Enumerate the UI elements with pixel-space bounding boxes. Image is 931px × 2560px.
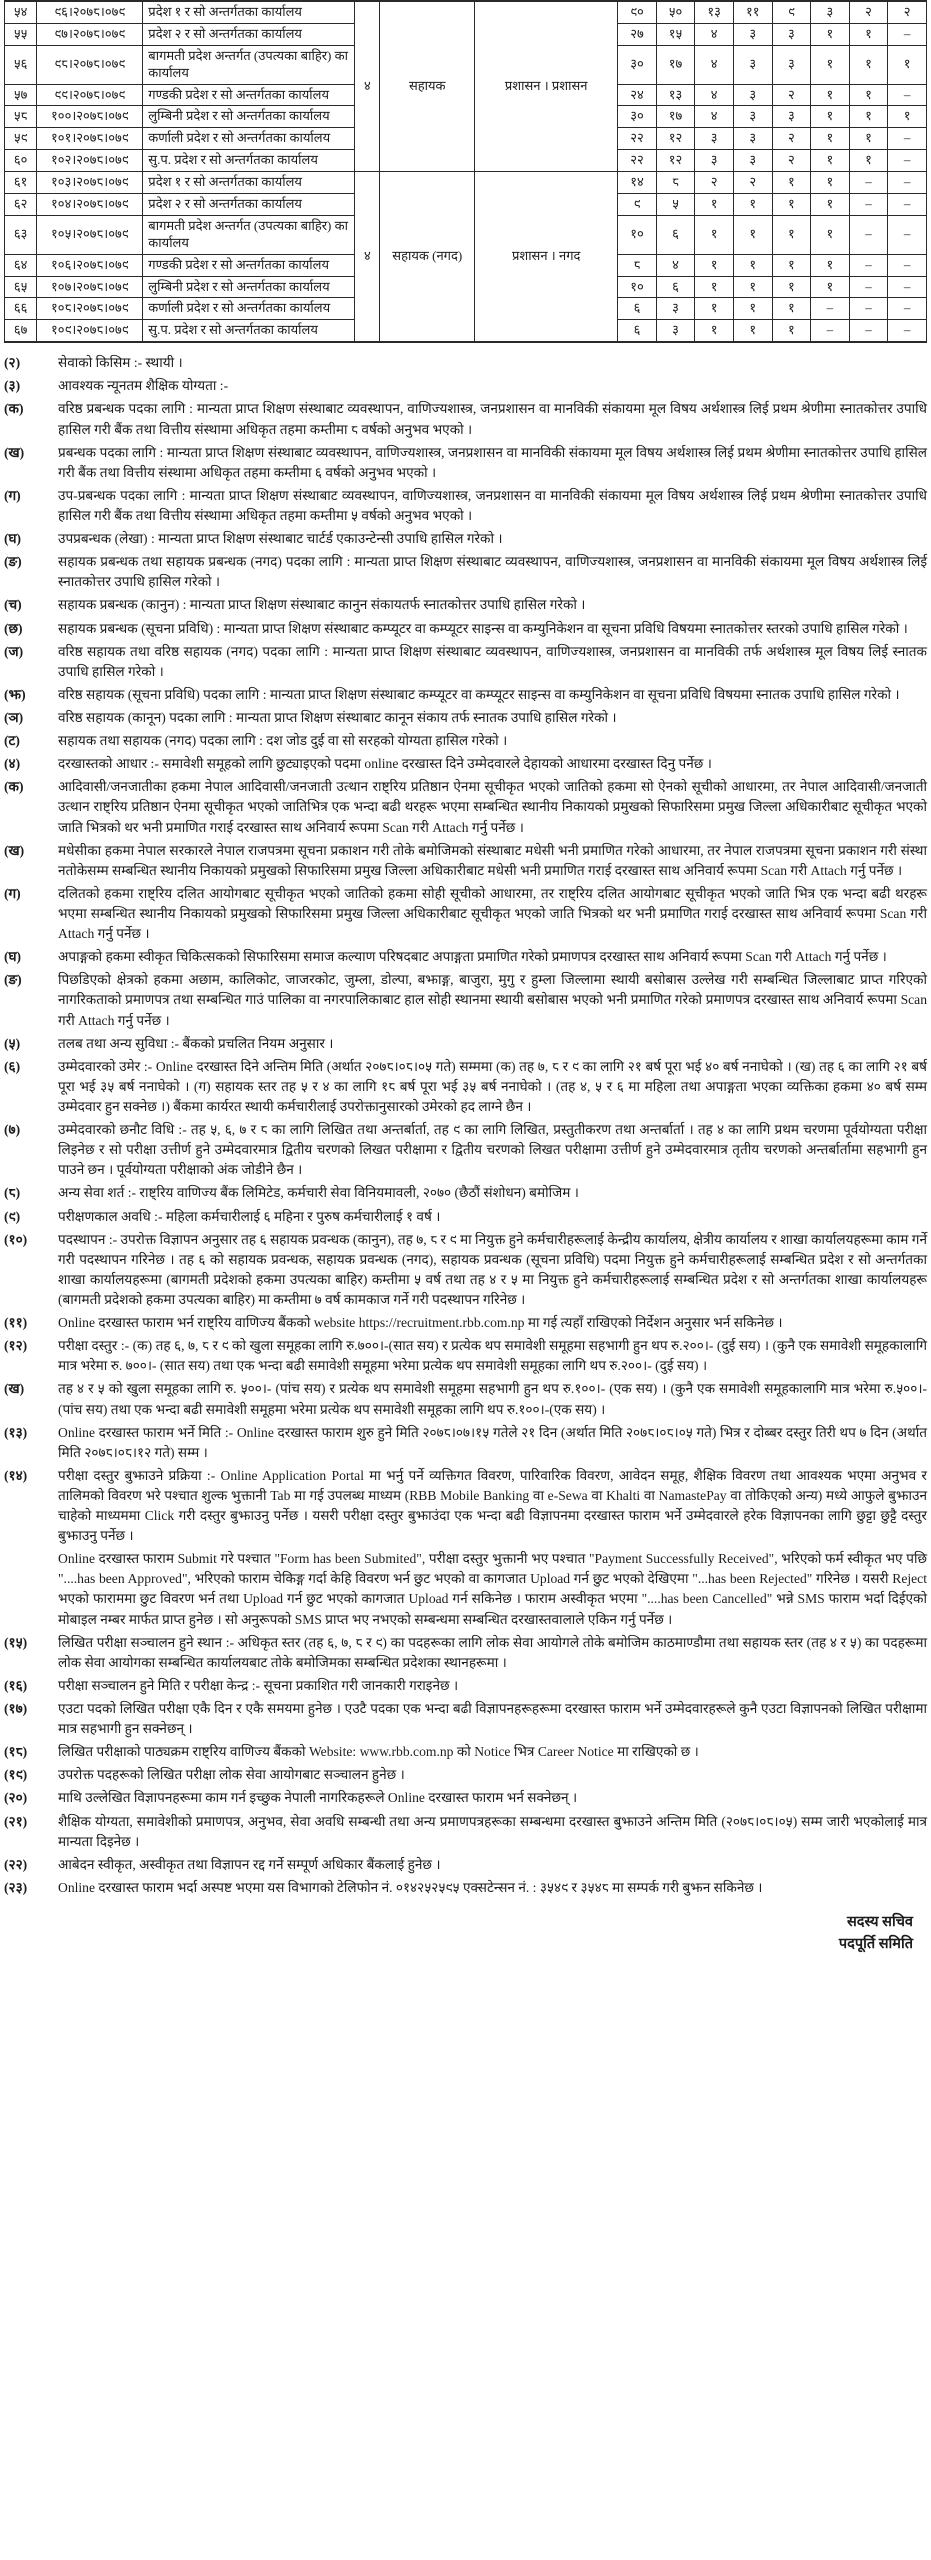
office-name: सु.प. प्रदेश र सो अन्तर्गतका कार्यालय [143,320,355,342]
note-item [4,595,927,615]
note-item [4,353,927,373]
note-item [4,1034,927,1054]
quota-value: १ [733,254,772,276]
quota-value: १ [888,45,927,84]
note-item [4,376,927,396]
note-label: (३) [4,378,21,394]
note-text: प्रबन्धक पदका लागि : मान्यता प्राप्त शिक्षण संस्थाबाट व्यवस्थापन, वाणिज्यशास्त्र, जनप्रशासन वा मानविकी संकायमा मूल विषय अर्थशास्त्र लिई प्रथम श्रेणीमा स्नातकोत्तर उपाधि हासिल गरी बैंक तथा वित्तीय संस्थामा अधिकृत तहमा कम्तीमा ६ वर्षको अनुभव भएको । [58,444,927,480]
quota-value: १ [849,23,888,45]
quota-value: – [849,320,888,342]
note-item [4,1466,927,1546]
note-text: सहायक प्रबन्धक (सूचना प्रविधि) : मान्यता प्राप्त शिक्षण संस्थाबाट कम्प्यूटर वा कम्प्यूटर साइन्स वा कम्युनिकेशन वा सूचना प्रविधि विषयमा स्नातकोत्तर स्तरको उपाधि हासिल गरेको । [58,620,908,636]
quota-value: १ [849,128,888,150]
quota-value: ३ [695,150,734,172]
quota-value: – [888,276,927,298]
note-label: (च) [4,597,22,613]
serial-number: ५५ [5,23,37,45]
quota-value: ३ [656,320,695,342]
quota-value: ५ [656,194,695,216]
note-text: वरिष्ठ प्रबन्धक पदका लागि : मान्यता प्राप्त शिक्षण संस्थाबाट व्यवस्थापन, वाणिज्यशास्त्र, जनप्रशासन वा मानविकी संकायमा मूल विषय अर्थशास्त्र लिई प्रथम श्रेणीमा स्नातकोत्तर उपाधि हासिल गरी बैंक तथा वित्तीय संस्थामा अधिकृत तहमा कम्तीमा ८ वर्षको अनुभव भएको । [58,401,927,437]
quota-value: १ [695,215,734,254]
note-text: पिछडिएको क्षेत्रको हकमा अछाम, कालिकोट, जाजरकोट, जुम्ला, डोल्पा, बझाङ्ग, बाजुरा, मुगु र हुम्ला जिल्लामा स्थायी बसोबास उल्लेख गरी सम्बन्धित जिल्लाबाट प्राप्त गरिएको नागरिकताको प्रमाणपत्र तथा सम्बन्धित गाउं पालिका वा नगरपालिकाबाट हाल सोही स्थानमा स्थायी बसोबास भएको भनी प्रमाणित गरेको प्रमाणपत्र दरखास्त साथ अनिवार्य रूपमा Scan गरी Attach गर्नु पर्नेछ । [58,972,927,1028]
quota-value: १ [695,298,734,320]
note-item [4,841,927,881]
note-item [4,970,927,1030]
quota-value: ६ [618,320,657,342]
note-item [4,708,927,728]
quota-value: – [849,254,888,276]
office-name: प्रदेश २ र सो अन्तर्गतका कार्यालय [143,194,355,216]
table-row [5,172,927,194]
note-item [4,1812,927,1852]
advertisement-number: ९६।२०७८।०७९ [37,1,143,23]
note-item [4,1183,927,1203]
note-label: (१५) [4,1634,28,1650]
note-text: Online दरखास्त फाराम भर्ने मिति :- Online दरखास्त फाराम शुरु हुने मिति २०७८।०७।१५ गतेले २१ दिन (अर्थात मिति २०७८।०८।०५ गते) भित्र र दोब्बर दस्तुर तिरी थप ७ दिन (अर्थात मिति २०७८।०८।१२ गते) सम्म । [58,1424,927,1460]
quota-value: १ [849,84,888,106]
quota-value: २२ [618,150,657,172]
office-name: लुम्बिनी प्रदेश र सो अन्तर्गतका कार्यालय [143,106,355,128]
quota-value: ६ [656,215,695,254]
serial-number: ६७ [5,320,37,342]
note-item [4,552,927,592]
quota-value: १ [733,298,772,320]
note-label: (१९) [4,1767,28,1783]
quota-value: १० [618,215,657,254]
note-label: (२) [4,355,21,371]
quota-value: १२ [656,128,695,150]
note-text: आवश्यक न्यूनतम शैक्षिक योग्यता :- [58,378,229,394]
quota-value: १ [849,106,888,128]
note-item [4,619,927,639]
note-item [4,947,927,967]
note-label: (घ) [4,949,22,965]
note-item [4,1379,927,1419]
note-label: (ग) [4,885,21,901]
service-group-cell: प्रशासन । नगद [475,172,618,343]
note-item [4,642,927,682]
quota-value: ४ [656,254,695,276]
quota-value: १ [811,23,850,45]
note-item [4,1207,927,1227]
office-name: सु.प. प्रदेश र सो अन्तर्गतका कार्यालय [143,150,355,172]
note-text: सहायक प्रबन्धक तथा सहायक प्रबन्धक (नगद) पदका लागि : मान्यता प्राप्त शिक्षण संस्थाबाट व्यवस्थापन, वाणिज्यशास्त्र, जनप्रशासन वा मानविकी संकायमा मूल विषय अर्थशास्त्र लिई स्नातकोत्तर उपाधि हासिल गरेको । [58,554,927,590]
quota-value: ३ [733,45,772,84]
note-text: उप-प्रबन्धक पदका लागि : मान्यता प्राप्त शिक्षण संस्थाबाट व्यवस्थापन, वाणिज्यशास्त्र, जनप्रशासन वा मानविकी संकायमा मूल विषय अर्थशास्त्र लिई प्रथम श्रेणीमा स्नातकोत्तर उपाधि हासिल गरी बैंक तथा वित्तीय संस्थामा अधिकृत तहमा कम्तीमा ५ वर्षको अनुभव भएको । [58,487,927,524]
advertisement-number: १००।२०७८।०७९ [37,106,143,128]
note-label: (१०) [4,1231,28,1247]
note-text: एउटा पदको लिखित परीक्षा एकै दिन र एकै समयमा हुनेछ । एउटै पदका एक भन्दा बढी विज्ञापनहरूहरूमा दरखास्त फाराम भर्ने उम्मेदवारहरूले कुनै एउटा विज्ञापनको लिखित परीक्षामा मात्र सहभागी हुन सक्नेछन् । [58,1701,927,1737]
advertisement-number: १०७।२०७८।०७९ [37,276,143,298]
serial-number: ५९ [5,128,37,150]
quota-value: २ [733,172,772,194]
quota-value: १ [811,150,850,172]
advertisement-number: ९८।२०७८।०७९ [37,45,143,84]
note-text: परीक्षा दस्तुर :- (क) तह ६, ७, ८ र ९ को खुला समूहका लागि रु.७००।-(सात सय) र प्रत्येक थप समावेशी समूहमा सहभागी हुन थप रु.२००।- (दुई सय) । (कुनै एक समावेशी समूहकालागि मात्र भरेमा रु. ७००।- (सात सय) तथा एक भन्दा बढी समावेशी समूहमा भरेमा प्रत्येक थप समावेशी समूहका लागि थप रु.२००।- (दुई सय) । [58,1338,927,1374]
note-label: (ख) [4,842,25,858]
quota-value: ४ [695,45,734,84]
advertisement-number: ९७।२०७८।०७९ [37,23,143,45]
note-label: (ख) [4,1381,25,1397]
note-label: (८) [4,1185,21,1201]
note-text: वरिष्ठ सहायक तथा वरिष्ठ सहायक (नगद) पदका लागि : मान्यता प्राप्त शिक्षण संस्थाबाट व्यवस्थापन, वाणिज्यशास्त्र, जनप्रशासन वा मानविकी तर्फ अर्थशास्त्र मूल विषय लिई स्नातक उपाधि हासिल गरेको । [58,643,927,679]
note-label: (५) [4,1035,21,1051]
quota-value: १ [772,298,811,320]
advertisement-number: १०३।२०७८।०७९ [37,172,143,194]
quota-value: – [811,320,850,342]
quota-value: २ [772,128,811,150]
quota-value: ३ [733,128,772,150]
quota-value: ८ [656,172,695,194]
note-label: (ञ) [4,710,24,725]
quota-value: १५ [656,23,695,45]
note-item [4,1878,927,1898]
terms-and-conditions [4,353,927,1898]
note-label: (४) [4,756,21,772]
quota-value: १ [772,172,811,194]
level-cell: ४ [355,1,380,172]
note-item [4,1549,927,1629]
quota-value: – [849,194,888,216]
note-label: (१६) [4,1677,28,1693]
quota-value: – [888,194,927,216]
table-row [5,1,927,23]
office-name: कर्णाली प्रदेश र सो अन्तर्गतका कार्यालय [143,298,355,320]
quota-value: – [849,276,888,298]
note-text: परीक्षा सञ्चालन हुने मिति र परीक्षा केन्द्र :- सूचना प्रकाशित गरी जानकारी गराइनेछ । [58,1677,459,1693]
note-label: (ज) [4,643,24,659]
quota-value: १२ [656,150,695,172]
quota-value: १ [733,215,772,254]
quota-value: ३ [733,23,772,45]
note-label: (छ) [4,620,23,636]
advertisement-number: १०८।२०७८।०७९ [37,298,143,320]
note-text: Online दरखास्त फाराम Submit गरे पश्चात "Form has been Submited", परीक्षा दस्तुर भुक्तानी भए पश्चात "Payment Successfully Received", भरिएको फर्म स्वीकृत भए पछि "....has been Approved", भरिएको फाराम चेकिङ्ग गर्दा केहि विवरण भर्न छुट भएको वा कागजात Upload गर्न छुट भएको देखिएमा "...has been Rejected" गरिनेछ । यसरी Reject भएको फाराममा छुट विवरण भर्न तथा Upload गर्न छुट भएको कागजात Upload गर्न सकिनेछ । फाराम अस्वीकृत भएमा "....has been Cancelled" भन्ने SMS फाराम भर्दा दिईएको मोबाइल नम्बर मार्फत प्राप्त हुनेछ । सो अनुरूपको SMS प्राप्त भए नभएको सम्बन्धमा सम्बन्धित दरखास्तवालाले एकिन गर्नु पर्नेछ । [58,1551,927,1627]
note-text: परीक्षा दस्तुर बुझाउने प्रक्रिया :- Online Application Portal मा भर्नु पर्ने व्यक्तिगत विवरण, पारिवारिक विवरण, आवेदन समूह, शैक्षिक विवरण तथा आवश्यक भएमा अनुभव र तालिमको विवरण भरे पश्चात शुल्क भुक्तानी Tab मा गई उपलब्ध माध्यम (RBB Mobile Banking वा e-Sewa वा Khalti वा NamastePay वा तोकिएको अन्य) मध्ये आफुले बुझाउन चाहेको माध्यममा Click गरी दस्तुर बुझाउनु पर्नेछ । यसरी परीक्षा दस्तुर बुझाउंदा एक भन्दा बढी विज्ञापनमा दरखास्त फाराम भर्ने उम्मेदवारले हरेक विज्ञापनका लागि छुट्टा छुट्टै दस्तुर बुझाउनु पर्नेछ । [58,1467,927,1544]
quota-value: ६ [656,276,695,298]
quota-value: १ [695,320,734,342]
quota-value: १ [811,128,850,150]
note-text: उम्मेदवारको छनौट विधि :- तह ५, ६, ७ र ८ का लागि लिखित तथा अन्तर्बार्ता, तह ९ का लागि लिखित, प्रस्तुतीकरण तथा अन्तर्बार्ता । तह ४ का लागि प्रथम चरणमा पूर्वयोग्यता परीक्षा लिइनेछ र सो परीक्षा उत्तीर्ण हुने उम्मेदवारमात्र द्वितीय चरणको लिखत परीक्षामा र द्वितीय चरणको लिखत परीक्षामा उत्तीर्ण हुने उम्मेदवारमात्र तृतीय चरणको अन्तर्बार्तामा सहभागी हुन पाउने छन । पूर्वयोग्यता परीक्षाको अंक जोडीने छैन । [58,1122,927,1178]
office-name: प्रदेश १ र सो अन्तर्गतका कार्यालय [143,172,355,194]
serial-number: ५४ [5,1,37,23]
note-text: तह ४ र ५ को खुला समूहका लागि रु. ५००।- (पांच सय) र प्रत्येक थप समावेशी समूहमा सहभागी हुन थप रु.१००।- (एक सय) । (कुनै एक समावेशी समूहकालागि मात्र भरेमा रु.५००।- (पांच सय) तथा एक भन्दा बढी समावेशी समूहमा भरेमा प्रत्येक थप समावेशी समूहका लागि थप रु.१००।-(एक सय) । [58,1381,927,1417]
vacancy-table [4,0,927,343]
note-text: उपप्रबन्धक (लेखा) : मान्यता प्राप्त शिक्षण संस्थाबाट चार्टर्ड एकाउन्टेन्सी उपाधि हासिल गरेको । [58,531,503,547]
note-label: (क) [4,401,24,417]
advertisement-number: ९९।२०७८।०७९ [37,84,143,106]
quota-value: ४ [695,106,734,128]
note-label: (९) [4,1208,21,1224]
note-text: सहायक प्रबन्धक (कानुन) : मान्यता प्राप्त शिक्षण संस्थाबाट कानुन संकायतर्फ स्नातकोत्तर उपाधि हासिल गरेको । [58,597,586,613]
note-text: Online दरखास्त फाराम भर्दा अस्पष्ट भएमा यस विभागको टेलिफोन नं. ०१४२५२५९५ एक्सटेन्सन नं. : ३५४९ र ३५४८ मा सम्पर्क गरी बुझन सकिनेछ । [58,1879,763,1895]
advertisement-number: १०२।२०७८।०७९ [37,150,143,172]
note-text: आदिवासी/जनजातीका हकमा नेपाल आदिवासी/जनजाती उत्थान राष्ट्रिय प्रतिष्ठान ऐनमा सूचीकृत भएको जातिको हकमा सो ऐनको सूचीको आधारमा, तर नेपाल आदिवासी/जनजाती उत्थान राष्ट्रिय प्रतिष्ठान ऐनमा सूचीकृत भएको जातिभित्र एक भन्दा बढी थरहरू भएमा सम्बन्धित स्थानीय निकायको प्रमुखको सिफारिसमा प्रमुख जिल्ला अधिकारीबाट सूचीकृत भएको जाति भित्रको थर भनी प्रमाणित गराई दरखास्त साथ अनिवार्य रूपमा Scan गरी Attach गर्नु पर्नेछ । [58,779,927,835]
note-label: (६) [4,1058,21,1074]
quota-value: – [811,298,850,320]
note-label: (१७) [4,1701,28,1717]
serial-number: ६५ [5,276,37,298]
quota-value: – [888,215,927,254]
quota-value: १ [772,254,811,276]
quota-value: – [849,298,888,320]
quota-value: १ [811,254,850,276]
office-name: प्रदेश १ र सो अन्तर्गतका कार्यालय [143,1,355,23]
note-label: (२०) [4,1790,28,1806]
quota-value: १ [772,320,811,342]
note-label: (ट) [4,733,20,749]
quota-value: १ [695,194,734,216]
serial-number: ५७ [5,84,37,106]
note-text: दलितको हकमा राष्ट्रिय दलित आयोगबाट सूचीकृत भएको जातिको हकमा सोही सूचीको आधारमा, तर राष्ट्रिय दलित आयोगबाट सूचीकृत भएको जाति भित्र एक भन्दा बढी थरहरू भएमा सम्बन्धित स्थानीय निकायको प्रमुखको सिफारिसमा प्रमुख जिल्ला अधिकारीबाट सूचीकृत भएको जाति भित्रको थर भनी प्रमाणित गराई दरखास्त साथ अनिवार्य रूपमा Scan गरी Attach गर्नु पर्नेछ । [58,885,927,942]
quota-value: २ [772,84,811,106]
quota-value: २४ [618,84,657,106]
note-text: दरखास्तको आधार :- समावेशी समूहको लागि छुट्याइएको पदमा online दरखास्त दिने उम्मेदवारले देहायको आधारमा दरखास्त दिनु पर्नेछ । [58,756,712,772]
quota-value: – [888,172,927,194]
quota-value: – [849,172,888,194]
advertisement-number: १०९।२०७८।०७९ [37,320,143,342]
serial-number: ६२ [5,194,37,216]
note-text: आबेदन स्वीकृत, अस्वीकृत तथा विज्ञापन रद्द गर्ने सम्पूर्ण अधिकार बैंकलाई हुनेछ । [58,1856,441,1872]
note-text: लिखित परीक्षा सञ्चालन हुने स्थान :- अधिकृत स्तर (तह ६, ७, ८ र ९) का पदहरूका लागि लोक सेवा आयोगले तोके बमोजिम काठमाण्डौमा तथा सहायक स्तर (तह ४ र ५) का पदहरूमा लोक सेवा आयोगका सम्बन्धित कार्यालयबाट तोके बमोजिमका सम्बन्धित प्रदेशका स्थानहरूमा । [58,1634,927,1670]
quota-value: ३ [772,23,811,45]
note-item [4,777,927,837]
quota-value: १ [772,194,811,216]
quota-value: १ [811,106,850,128]
post-cell: सहायक (नगद) [380,172,475,343]
note-label: (७) [4,1122,21,1138]
quota-value: – [888,298,927,320]
quota-value: १ [811,194,850,216]
note-text: माथि उल्लेखित विज्ञापनहरूमा काम गर्न इच्छुक नेपाली नागरिकहरूले Online दरखास्त फाराम भर्न सक्नेछन् । [58,1790,578,1806]
note-text: अपाङ्गको हकमा स्वीकृत चिकित्सकको सिफारिसमा समाज कल्याण परिषदबाट अपाङ्गता प्रमाणित गरेको प्रमाणपत्र दरखास्त साथ अनिवार्य रूपमा Scan गरी Attach गर्नु पर्नेछ । [58,949,887,965]
quota-value: १ [772,215,811,254]
quota-value: ३ [811,1,850,23]
office-name: लुम्बिनी प्रदेश र सो अन्तर्गतका कार्यालय [143,276,355,298]
note-item [4,754,927,774]
quota-value: १ [695,254,734,276]
note-item [4,1699,927,1739]
quota-value: २ [772,150,811,172]
note-text: सहायक तथा सहायक (नगद) पदका लागि : दश जोड दुई वा सो सरहको योग्यता हासिल गरेको । [58,733,508,749]
note-item [4,1120,927,1180]
note-text: शैक्षिक योग्यता, समावेशीको प्रमाणपत्र, अनुभव, सेवा अवधि सम्बन्धी तथा अन्य प्रमाणपत्रहरूका सम्बन्धमा दरखास्त बुझाउने अन्तिम मिति (२०७८।०८।०५) सम्म जारी भएकोलाई मात्र मान्यता दिइनेछ । [58,1813,927,1849]
quota-value: ३ [695,128,734,150]
advertisement-number: १०६।२०७८।०७९ [37,254,143,276]
note-text: तलब तथा अन्य सुविधा :- बैंकको प्रचलित नियम अनुसार । [58,1035,334,1051]
note-item [4,1742,927,1762]
note-item [4,1633,927,1673]
quota-value: १३ [695,1,734,23]
note-item [4,1057,927,1117]
note-label: (२३) [4,1879,28,1895]
quota-value: १ [772,276,811,298]
note-item [4,1336,927,1376]
quota-value: २ [695,172,734,194]
serial-number: ५८ [5,106,37,128]
note-text: वरिष्ठ सहायक (कानून) पदका लागि : मान्यता प्राप्त शिक्षण संस्थाबाट कानून संकाय तर्फ स्नातक उपाधि हासिल गरेको । [58,710,617,725]
quota-value: – [888,128,927,150]
note-item [4,884,927,944]
note-label: (२१) [4,1813,28,1829]
quota-value: २७ [618,23,657,45]
quota-value: ३० [618,106,657,128]
quota-value: १ [849,150,888,172]
signature-title: सदस्य सचिव [846,1914,913,1931]
note-label: (१४) [4,1467,28,1483]
office-name: बागमती प्रदेश अन्तर्गत (उपत्यका बाहिर) का कार्यालय [143,215,355,254]
note-label: (घ) [4,531,22,547]
advertisement-number: १०५।२०७८।०७९ [37,215,143,254]
signature-subtitle: पदपूर्ति समिति [838,1935,913,1952]
quota-value: – [849,215,888,254]
note-label: (१८) [4,1744,28,1760]
quota-value: १ [811,84,850,106]
quota-value: १० [618,276,657,298]
serial-number: ६० [5,150,37,172]
advertisement-number: १०१।२०७८।०७९ [37,128,143,150]
quota-value: ९० [618,1,657,23]
note-label: (१२) [4,1338,28,1354]
office-name: बागमती प्रदेश अन्तर्गत (उपत्यका बाहिर) का कार्यालय [143,45,355,84]
note-item [4,1788,927,1808]
serial-number: ६४ [5,254,37,276]
note-label: (ङ) [4,972,22,988]
office-name: कर्णाली प्रदेश र सो अन्तर्गतका कार्यालय [143,128,355,150]
quota-value: १ [733,194,772,216]
serial-number: ५६ [5,45,37,84]
note-label: (२२) [4,1856,28,1872]
note-text: पदस्थापन :- उपरोक्त विज्ञापन अनुसार तह ६ सहायक प्रवन्धक (कानुन), तह ७, ८ र ९ मा नियुक्त हुने कर्मचारीहरूलाई केन्द्रीय कार्यालय, क्षेत्रीय कार्यालय र शाखा कार्यालयहरूमा काम गर्ने गरी पदस्थापन गरिनेछ । तह ६ को सहायक प्रवन्धक, सहायक प्रवन्धक (नगद), सहायक प्रवन्धक (सूचना प्रविधि) पदमा नियुक्त हुने कर्मचारीहरूलाई सम्बन्धित प्रदेश र सो अन्तर्गतका शाखा कार्यालयहरूमा (बागमती प्रदेशको हकमा उपत्यका बाहिर) कम्तीमा ५ वर्ष तथा तह ४ र ५ मा नियुक्त हुने कर्मचारीहरूलाई सम्बन्धित प्रदेश र सो अन्तर्गतका शाखा कार्यालयहरू (बागमती प्रदेशको हकमा उपत्यका बाहिर) मा कम्तीमा ७ वर्ष कामकाज गर्ने गरी पदस्थापन गरिनेछ । [58,1231,927,1307]
quota-value: ३ [733,106,772,128]
quota-value: २ [888,1,927,23]
note-label: (११) [4,1315,28,1331]
note-text: मधेसीका हकमा नेपाल सरकारले नेपाल राजपत्रमा सूचना प्रकाशन गरी तोके बमोजिमको संस्थाबाट मधेसी भनी प्रमाणित गरेको आधारमा, तर नेपाल राजपत्रमा सूचना प्रकाशन गरी संस्था नतोकेसम्म सम्बन्धित स्थानीय निकायको प्रमुखको सिफारिसमा प्रमुख जिल्ला अधिकारीबाट मधेसी भनी प्रमाणित गराई दरखास्त साथ अनिवार्य रूपमा Scan गरी Attach गर्नु पर्नेछ । [58,842,927,878]
post-cell: सहायक [380,1,475,172]
note-text: सेवाको किसिम :- स्थायी । [58,355,183,371]
note-item [4,1765,927,1785]
quota-value: ३० [618,45,657,84]
serial-number: ६६ [5,298,37,320]
quota-value: ४ [695,84,734,106]
quota-value: १ [811,276,850,298]
note-text: उपरोक्त पदहरूको लिखित परीक्षा लोक सेवा आयोगबाट सञ्चालन हुनेछ । [58,1767,405,1783]
quota-value: ३ [733,150,772,172]
quota-value: – [888,150,927,172]
note-item [4,685,927,705]
service-group-cell: प्रशासन । प्रशासन [475,1,618,172]
quota-value: १ [695,276,734,298]
quota-value: ८ [618,254,657,276]
quota-value: १ [811,45,850,84]
note-label: (ख) [4,444,25,460]
quota-value: १३ [656,84,695,106]
note-item [4,731,927,751]
quota-value: ९ [618,194,657,216]
quota-value: १७ [656,45,695,84]
note-text: Online दरखास्त फाराम भर्न राष्ट्रिय वाणिज्य बैंकको website https://recruitment.rbb.com.np मा गई त्यहाँ राखिएको निर्देशन अनुसार भर्न सकिनेछ । [58,1315,783,1331]
quota-value: १ [849,45,888,84]
note-item [4,443,927,483]
quota-value: – [888,84,927,106]
quota-value: १४ [618,172,657,194]
serial-number: ६३ [5,215,37,254]
quota-value: ३ [656,298,695,320]
note-item [4,486,927,526]
quota-value: ५० [656,1,695,23]
quota-value: – [888,254,927,276]
quota-value: २२ [618,128,657,150]
note-text: लिखित परीक्षाको पाठ्यक्रम राष्ट्रिय वाणिज्य बैंकको Website: www.rbb.com.np को Notice भित्र Career Notice मा राखिएको छ । [58,1744,699,1760]
quota-value: – [888,320,927,342]
quota-value: १ [733,276,772,298]
note-text: अन्य सेवा शर्त :- राष्ट्रिय वाणिज्य बैंक लिमिटेड, कर्मचारी सेवा विनियमावली, २०७० (छैठौं संशोधन) बमोजिम । [58,1185,579,1201]
office-name: गण्डकी प्रदेश र सो अन्तर्गतका कार्यालय [143,254,355,276]
note-item [4,1676,927,1696]
quota-value: १७ [656,106,695,128]
note-label: (झ) [4,686,26,702]
quota-value: ११ [733,1,772,23]
quota-value: २ [849,1,888,23]
note-label: (ग) [4,487,21,503]
quota-value: ६ [618,298,657,320]
quota-value: ४ [695,23,734,45]
level-cell: ४ [355,172,380,343]
office-name: प्रदेश २ र सो अन्तर्गतका कार्यालय [143,23,355,45]
note-item [4,1855,927,1875]
quota-value: ३ [772,106,811,128]
office-name: गण्डकी प्रदेश र सो अन्तर्गतका कार्यालय [143,84,355,106]
quota-value: १ [811,172,850,194]
quota-value: १ [811,215,850,254]
quota-value: १ [733,320,772,342]
quota-value: ३ [733,84,772,106]
note-item [4,1423,927,1463]
note-label: (ङ) [4,554,22,570]
quota-value: – [888,23,927,45]
note-item [4,1230,927,1310]
note-label: (क) [4,779,24,795]
serial-number: ६१ [5,172,37,194]
quota-value: ९ [772,1,811,23]
note-text: उम्मेदवारको उमेर :- Online दरखास्त दिने अन्तिम मिति (अर्थात २०७८।०८।०५ गते) सम्ममा (क) तह ७, ८ र ९ का लागि २१ बर्ष पूरा भई ४० बर्ष ननाघेको । (ख) तह ६ का लागि २१ बर्ष पूरा भई ३५ बर्ष ननाघेको । (ग) सहायक स्तर तह ५ र ४ का लागि १८ बर्ष पूरा भई ३५ बर्ष ननाघेको । (तह ४, ५ र ६ मा महिला तथा अपाङ्गता भएका व्यक्तिका हकमा ४० बर्ष सम्म उम्मेदवार हुन सक्नेछ ।) बैंकमा कार्यरत स्थायी कर्मचारीलाई उपरोक्तानुसारको उमेरको हद लाग्ने छैन । [58,1058,927,1114]
note-item [4,529,927,549]
note-item [4,1313,927,1333]
quota-value: १ [888,106,927,128]
quota-value: ३ [772,45,811,84]
signature-block [4,1912,927,1956]
note-text: वरिष्ठ सहायक (सूचना प्रविधि) पदका लागि : मान्यता प्राप्त शिक्षण संस्थाबाट कम्प्यूटर वा कम्प्यूटर साइन्स वा कम्युनिकेशन वा सूचना प्रविधि विषयमा स्नातक उपाधि हासिल गरेको । [58,686,900,702]
note-item [4,399,927,439]
note-label: (१३) [4,1424,28,1440]
note-text: परीक्षणकाल अवधि :- महिला कर्मचारीलाई ६ महिना र पुरुष कर्मचारीलाई १ वर्ष । [58,1208,441,1224]
advertisement-number: १०४।२०७८।०७९ [37,194,143,216]
